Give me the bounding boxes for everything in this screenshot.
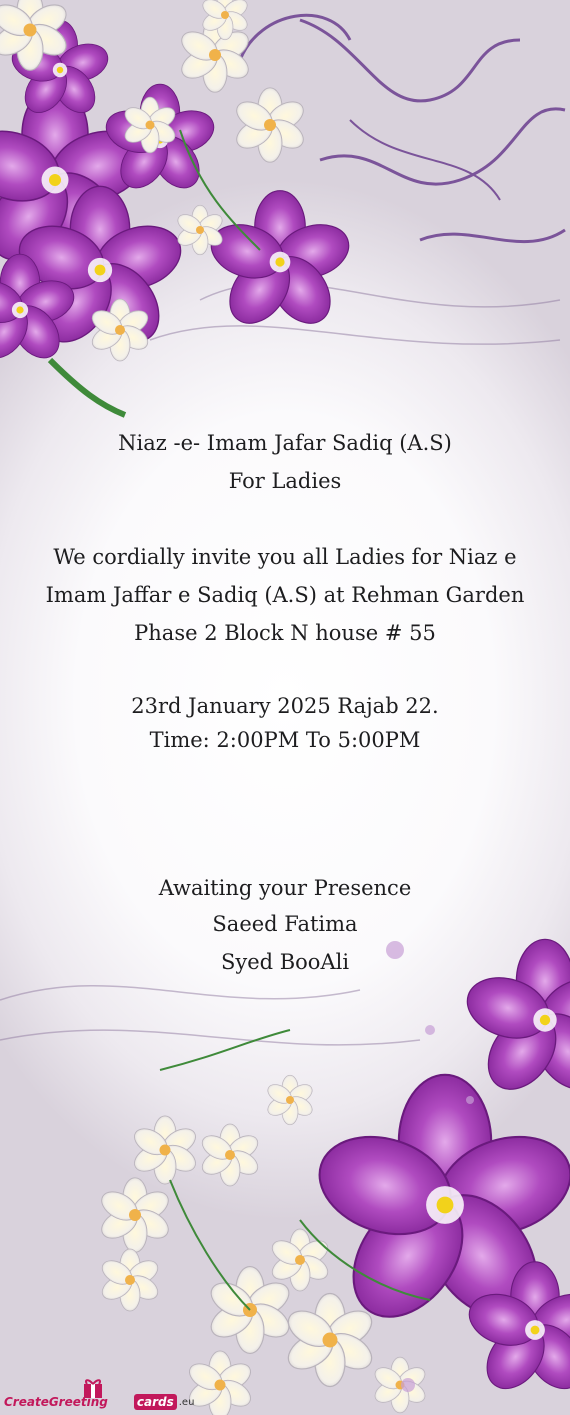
watermark-text-2: cards [134,1394,177,1410]
event-title: Niaz -e- Imam Jafar Sadiq (A.S) [118,431,452,455]
watermark-link[interactable] [4,1391,194,1413]
event-time: Time: 2:00PM To 5:00PM [149,728,421,752]
host-name-2: Syed BooAli [220,950,350,974]
closing-line: Awaiting your Presence [158,876,412,900]
event-subtitle: For Ladies [228,469,342,493]
invitation-text: We cordially invite you all Ladies for Niaz e Imam Jaffar e Sadiq (A.S) at Rehman Garden Phase 2 Block N house # 55 [45,545,525,645]
watermark-text-1: CreateGreeting [4,1395,108,1409]
watermark-text-3: .eu [178,1396,195,1408]
violet-flower-icon [0,20,356,366]
event-date: 23rd January 2025 Rajab 22. [131,694,439,718]
host-name-1: Saeed Fatima [212,912,358,936]
